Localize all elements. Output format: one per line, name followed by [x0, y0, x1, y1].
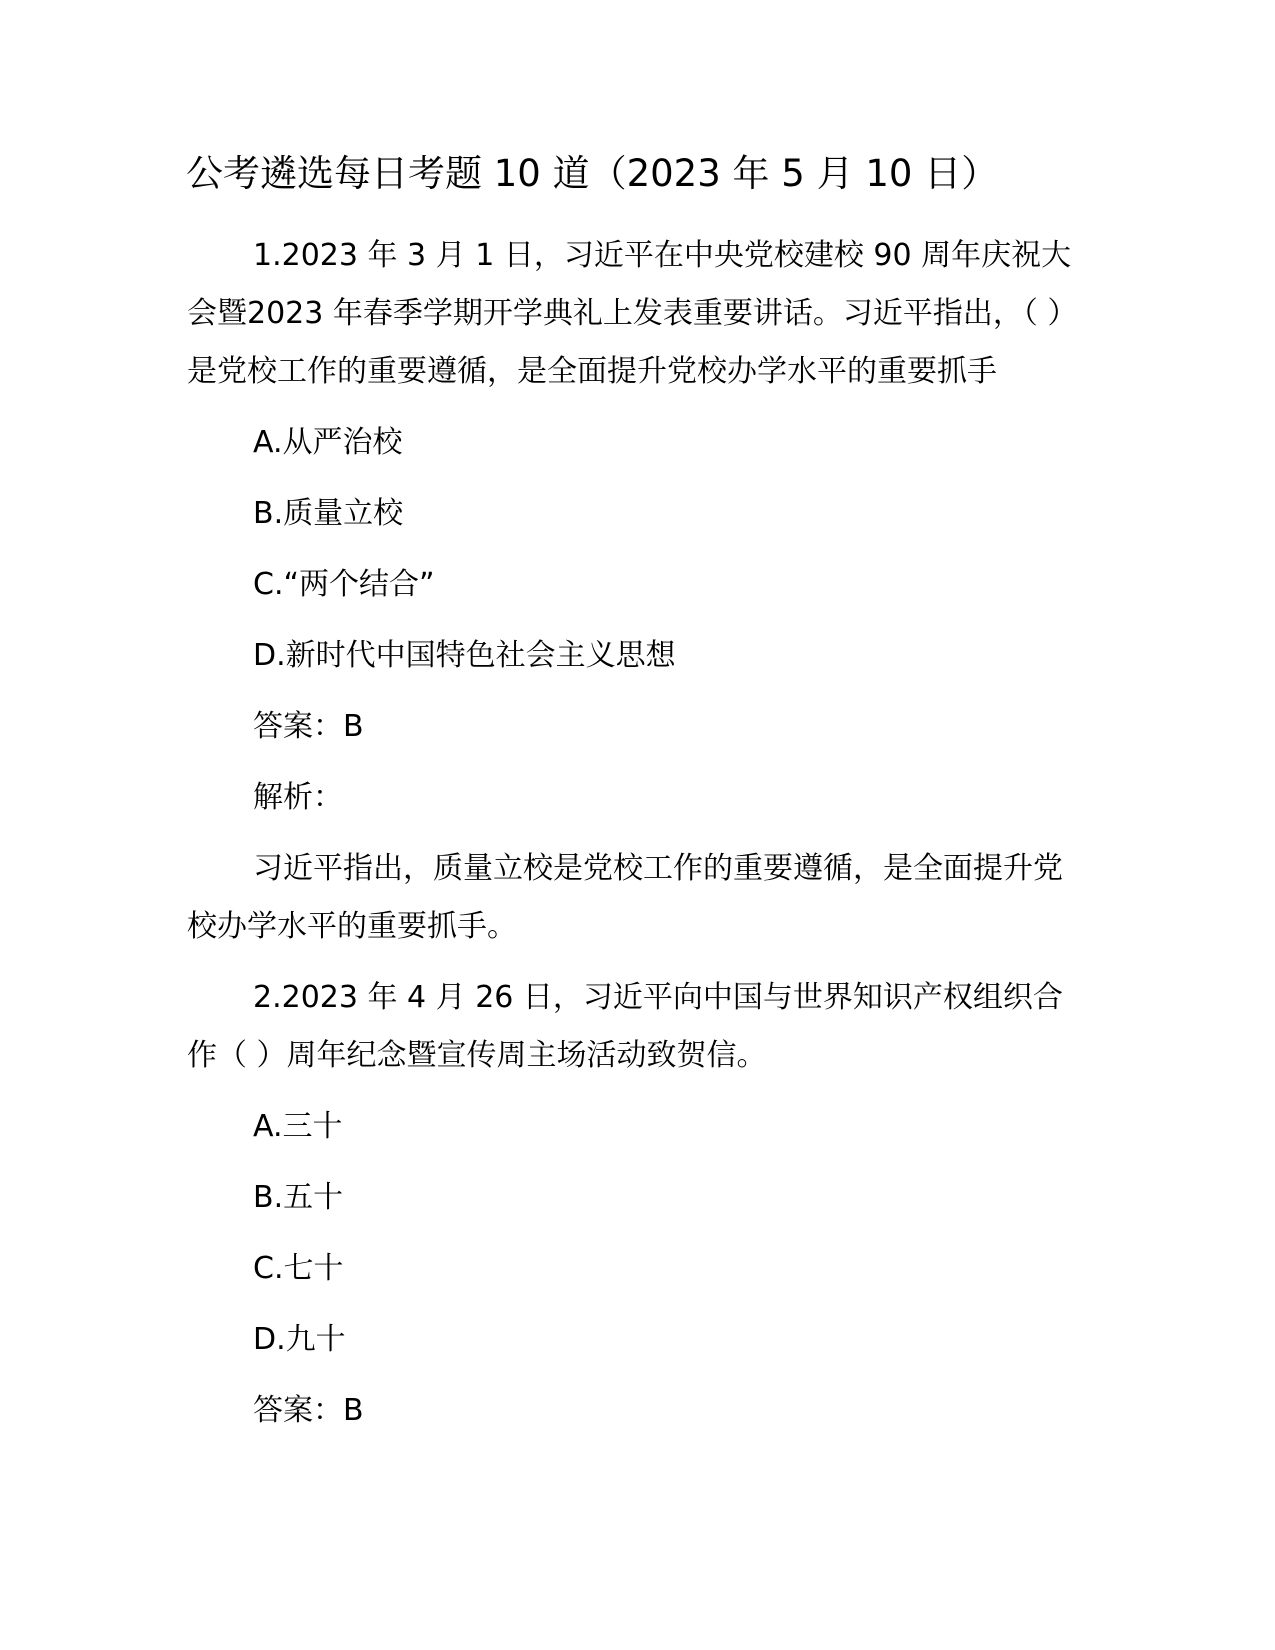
question-1-analysis: 习近平指出，质量立校是党校工作的重要遵循，是全面提升党校办学水平的重要抓手。: [187, 851, 1063, 944]
question-2-option-a: A.三十: [253, 1109, 343, 1144]
question-2-option-d: D.九十: [253, 1322, 346, 1357]
question-1-stem: 1.2023 年 3 月 1 日，习近平在中央党校建校 90 周年庆祝大会暨2023 年春季学期开学典礼上发表重要讲话。习近平指出，（ ）是党校工作的重要遵循，是全面提升党校办学水平的重要抓手: [187, 238, 1078, 389]
question-1-analysis-label: 解析：: [253, 780, 343, 815]
question-2-answer: 答案：B: [253, 1393, 364, 1428]
question-1-option-b: B.质量立校: [253, 496, 404, 531]
document-body: [187, 227, 1087, 1453]
question-2-option-b: B.五十: [253, 1180, 344, 1215]
question-1-option-a: A.从严治校: [253, 425, 403, 460]
question-2-stem: 2.2023 年 4 月 26 日，习近平向中国与世界知识产权组织合作（ ）周年纪念暨宣传周主场活动致贺信。: [187, 980, 1063, 1073]
document-title: 公考遴选每日考题 10 道（2023 年 5 月 10 日）: [186, 152, 999, 195]
question-2-option-c: C.七十: [253, 1251, 344, 1286]
question-1-answer: 答案：B: [253, 709, 364, 744]
question-1-option-d: D.新时代中国特色社会主义思想: [253, 638, 676, 673]
question-1-option-c: C.“两个结合”: [253, 567, 435, 602]
